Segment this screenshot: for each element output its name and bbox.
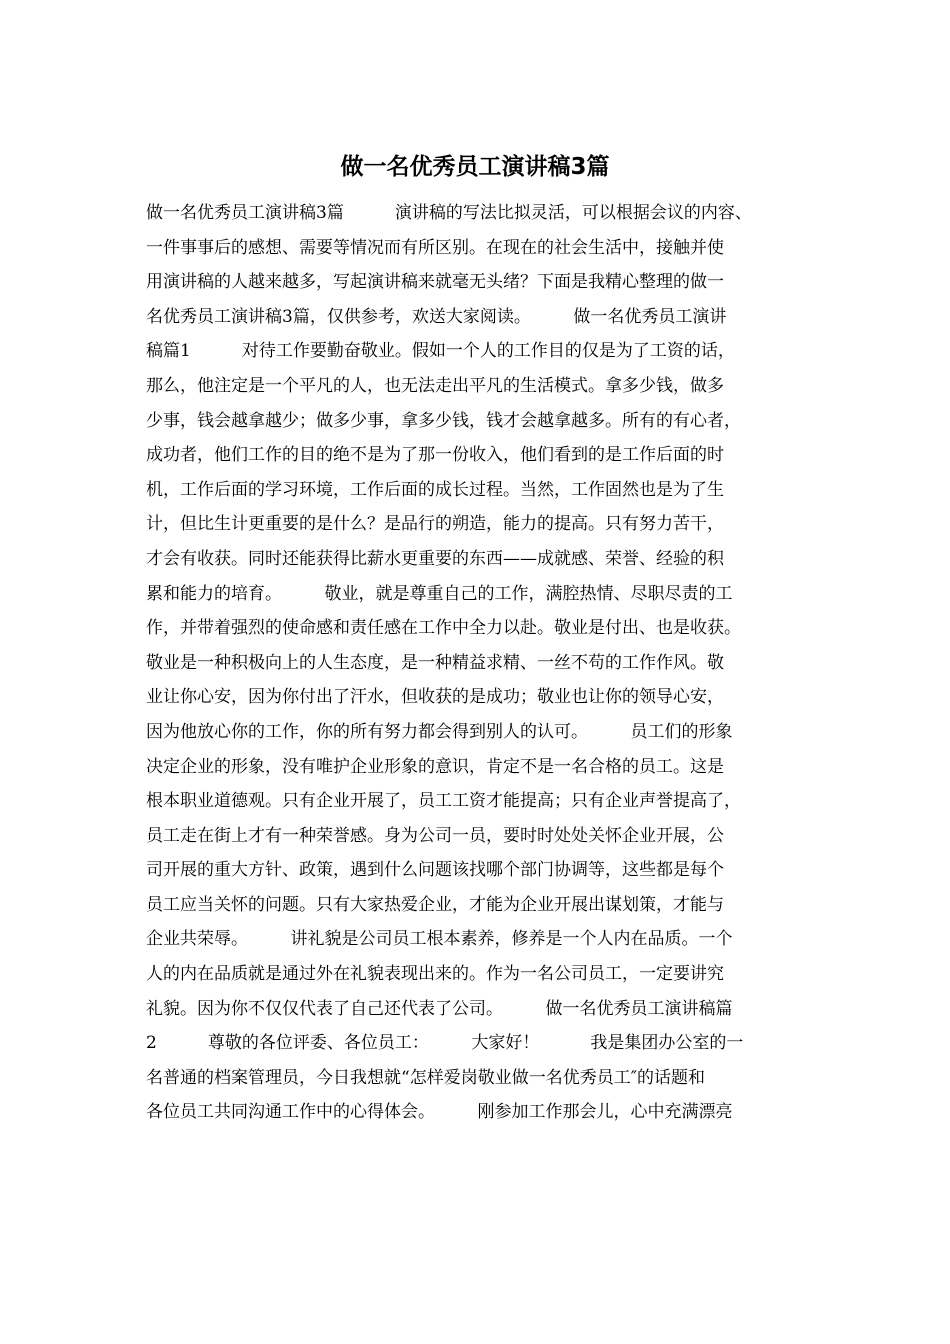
body-line: 名优秀员工演讲稿3篇，仅供参考，欢送大家阅读。 做一名优秀员工演讲 <box>146 306 727 327</box>
body-line: 计，但比生计更重要的是什么？是品行的朔造，能力的提高。只有努力苦干， <box>146 514 724 535</box>
body-line: 根本职业道德观。只有企业开展了，员工工资才能提高；只有企业声誉提高了， <box>146 791 741 812</box>
document-body <box>146 196 826 1130</box>
body-line: 员工走在街上才有一种荣誉感。身为公司一员，要时时处处关怀企业开展，公 <box>146 825 724 846</box>
body-line: 做一名优秀员工演讲稿3篇 演讲稿的写法比拟灵活，可以根据会议的内容、 <box>146 203 752 223</box>
body-line: 礼貌。因为你不仅仅代表了自己还代表了公司。 做一名优秀员工演讲稿篇 <box>146 998 733 1019</box>
body-line: 少事，钱会越拿越少；做多少事，拿多少钱，钱才会越拿越多。所有的有心者， <box>146 410 741 431</box>
body-line: 成功者，他们工作的目的绝不是为了那一份收入，他们看到的是工作后面的时 <box>146 445 724 466</box>
body-line: 各位员工共同沟通工作中的心得体会。 刚参加工作那会儿，心中充满漂亮 <box>146 1102 733 1123</box>
body-line: 决定企业的形象，没有唯护企业形象的意识，肯定不是一名合格的员工。这是 <box>146 756 724 777</box>
body-line: 敬业是一种积极向上的人生态度，是一种精益求精、一丝不苟的工作作风。敬 <box>146 652 724 673</box>
body-line: 业让你心安，因为你付出了汗水，但收获的是成功；敬业也让你的领导心安， <box>146 687 724 708</box>
body-line: 企业共荣辱。 讲礼貌是公司员工根本素养，修养是一个人内在品质。一个 <box>146 929 733 950</box>
body-line: 用演讲稿的人越来越多，写起演讲稿来就毫无头绪？下面是我精心整理的做一 <box>146 272 724 293</box>
document-title: 做一名优秀员工演讲稿3篇 <box>340 154 610 180</box>
body-line: 名普通的档案管理员，今日我想就“怎样爱岗敬业做一名优秀员工″的话题和 <box>146 1067 706 1088</box>
body-line: 作，并带着强烈的使命感和责任感在工作中全力以赴。敬业是付出、也是收获。 <box>146 618 741 639</box>
body-line: 因为他放心你的工作，你的所有努力都会得到别人的认可。 员工们的形象 <box>146 721 733 742</box>
body-line: 2 尊敬的各位评委、各位员工： 大家好！ 我是集团办公室的一 <box>146 1033 744 1054</box>
body-line: 才会有收获。同时还能获得比薪水更重要的东西——成就感、荣誉、经验的积 <box>146 548 724 569</box>
body-line: 机，工作后面的学习环境，工作后面的成长过程。当然，工作固然也是为了生 <box>146 479 724 500</box>
body-line: 司开展的重大方针、政策，遇到什么问题该找哪个部门协调等，这些都是每个 <box>146 860 724 881</box>
body-line: 那么，他注定是一个平凡的人，也无法走出平凡的生活模式。拿多少钱，做多 <box>146 375 724 396</box>
body-line: 稿篇1 对待工作要勤奋敬业。假如一个人的工作目的仅是为了工资的话， <box>146 341 735 362</box>
body-line: 人的内在品质就是通过外在礼貌表现出来的。作为一名公司员工，一定要讲究 <box>146 964 724 985</box>
body-line: 员工应当关怀的问题。只有大家热爱企业，才能为企业开展出谋划策，才能与 <box>146 894 724 915</box>
body-line: 累和能力的培育。 敬业，就是尊重自己的工作，满腔热情、尽职尽责的工 <box>146 583 733 604</box>
body-line: 一件事事后的感想、需要等情况而有所区别。在现在的社会生活中，接触并使 <box>146 237 724 258</box>
